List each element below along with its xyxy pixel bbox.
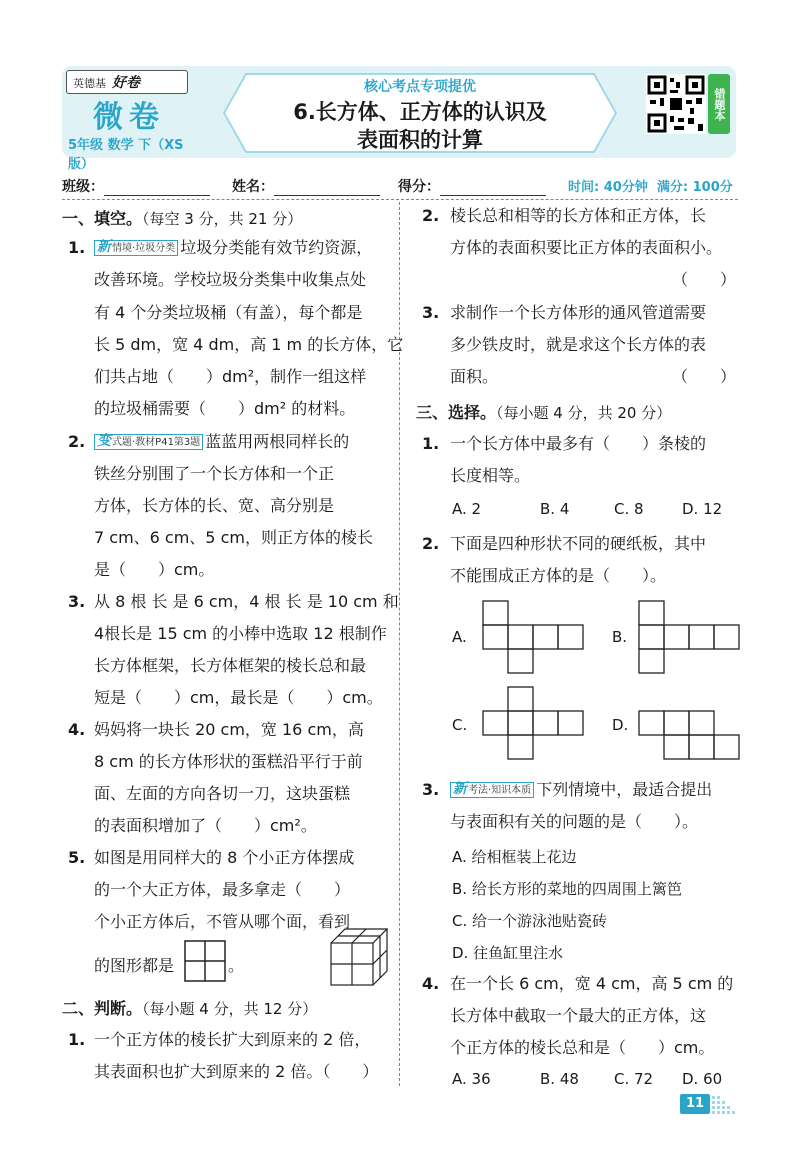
judge-q3-line-2: 多少铁皮时，就是求这个长方体的表	[450, 335, 707, 354]
net-c-label[interactable]: C.	[452, 716, 468, 734]
name-field[interactable]	[232, 176, 380, 196]
time-limit: 时间: 40分钟	[568, 180, 648, 195]
choice-q3-text-1: 下列情境中，最适合提出	[536, 780, 713, 799]
class-underline	[104, 181, 210, 196]
section-fill-note: （每空 3 分，共 21 分）	[142, 210, 303, 228]
fill-q1-line-1	[94, 238, 372, 258]
wrong-question-tag: 错题本	[708, 74, 730, 134]
choice-q3-option-b[interactable]: B. 给长方形的菜地的四周围上篱笆	[452, 880, 682, 898]
score-field[interactable]	[398, 176, 546, 196]
choice-q4-line-2: 长方体中截取一个最大的正方体，这	[450, 1006, 707, 1025]
tag-new-mark: 新	[97, 239, 111, 255]
tag-new-situation	[94, 240, 178, 256]
fill-q2-line-1	[94, 432, 349, 452]
choice-q1-option-b[interactable]: B. 4	[540, 500, 570, 518]
choice-q2-line-1: 下面是四种形状不同的硬纸板，其中	[450, 534, 707, 553]
fill-q3-line-4: 短是（ ）cm，最长是（ ）cm。	[94, 688, 383, 707]
choice-q2-number: 2.	[422, 534, 440, 553]
fill-q5-line-3: 个小正方体后，不管从哪个面，看到	[94, 912, 351, 931]
choice-q3-line-1	[450, 780, 712, 800]
tag-new-method	[450, 782, 534, 798]
subtitle: 核心考点专项提优	[364, 79, 476, 95]
choice-q4-option-b[interactable]: B. 48	[540, 1070, 579, 1088]
choice-q3-number: 3.	[422, 780, 440, 799]
net-d-figure[interactable]	[638, 710, 740, 762]
fill-q3-line-2: 4根长是 15 cm 的小棒中选取 12 根制作	[94, 624, 387, 643]
fill-q2-line-2: 铁丝分别围了一个长方体和一个正	[94, 464, 335, 483]
choice-q3-option-d[interactable]: D. 往鱼缸里注水	[452, 944, 564, 962]
net-c-figure[interactable]	[482, 686, 584, 762]
choice-q1-option-a[interactable]: A. 2	[452, 500, 482, 518]
qr-code[interactable]	[646, 74, 706, 134]
cube-figure	[330, 928, 388, 986]
page-title-line-1: 6.长方体、正方体的认识及	[293, 100, 547, 124]
fill-q5-end: 。	[228, 956, 245, 975]
fill-q1-line-3: 有 4 个分类垃圾桶（有盖），每个都是	[94, 303, 363, 322]
judge-q3-number: 3.	[422, 303, 440, 322]
name-underline	[274, 181, 380, 196]
tag-variant-text: 式题·教材P41第3题	[112, 437, 201, 448]
series-title: 微卷	[93, 100, 165, 135]
fill-q4-line-3: 面、左面的方向各切一刀，这块蛋糕	[94, 784, 351, 803]
section-choice-note: （每小题 4 分，共 20 分）	[496, 404, 672, 422]
judge-q2-number: 2.	[422, 206, 440, 225]
fill-q1-line-4: 长 5 dm，宽 4 dm，高 1 m 的长方体，它	[94, 335, 404, 354]
choice-q1-line-1: 一个长方体中最多有（ ）条棱的	[450, 434, 707, 453]
fill-q1-line-2: 改善环境。学校垃圾分类集中收集点处	[94, 270, 367, 289]
score-label: 得分：	[398, 179, 440, 195]
fill-q3-number: 3.	[68, 592, 86, 611]
fill-q5-line-4: 的图形都是	[94, 956, 175, 975]
brand-logo	[66, 70, 188, 94]
class-field[interactable]	[62, 176, 210, 196]
judge-q3-line-3: 面积。	[450, 367, 499, 386]
section-judge-note: （每小题 4 分，共 12 分）	[142, 1000, 318, 1018]
judge-q3-line-1: 求制作一个长方体形的通风管道需要	[450, 303, 707, 322]
fill-q5-number: 5.	[68, 848, 86, 867]
fill-q4-number: 4.	[68, 720, 86, 739]
tag-variant	[94, 434, 203, 450]
section-choice-heading: 三、选择。	[416, 403, 497, 422]
net-d-label[interactable]: D.	[612, 716, 629, 734]
tag-new-text: 情境·垃圾分类	[112, 243, 176, 254]
brand-name-2: 好卷	[112, 75, 140, 91]
judge-q1-line-1: 一个正方体的棱长扩大到原来的 2 倍，	[94, 1030, 371, 1049]
net-a-label[interactable]: A.	[452, 628, 467, 646]
fill-q1-line-6: 的垃圾桶需要（ ）dm² 的材料。	[94, 399, 356, 418]
fill-q4-line-4: 的表面积增加了（ ）cm²。	[94, 816, 317, 835]
fill-q2-text-1: 蓝蓝用两根同样长的	[205, 432, 350, 451]
fill-q4-line-2: 8 cm 的长方体形状的蛋糕沿平行于前	[94, 752, 363, 771]
tag-variant-mark: 变	[97, 433, 111, 449]
brand-name: 英德基	[73, 77, 106, 90]
score-underline	[440, 181, 546, 196]
section-choice-title	[416, 400, 671, 423]
net-b-figure[interactable]	[638, 600, 740, 676]
judge-q2-line-2: 方体的表面积要比正方体的表面积小。	[450, 238, 723, 257]
grade-label: 5年级 数学 下（XS版）	[68, 138, 184, 172]
fill-q2-line-3: 方体，长方体的长、宽、高分别是	[94, 496, 335, 515]
fill-q1-number: 1.	[68, 238, 86, 257]
fill-q2-line-5: 是（ ）cm。	[94, 560, 215, 579]
fill-q2-number: 2.	[68, 432, 86, 451]
time-info	[568, 176, 733, 195]
judge-q2-line-1: 棱长总和相等的长方体和正方体，长	[450, 206, 707, 225]
choice-q4-line-1: 在一个长 6 cm，宽 4 cm，高 5 cm 的	[450, 974, 734, 993]
choice-q3-line-2: 与表面积有关的问题的是（ ）。	[450, 812, 699, 831]
choice-q4-option-c[interactable]: C. 72	[614, 1070, 654, 1088]
header-divider	[62, 199, 738, 200]
choice-q4-number: 4.	[422, 974, 440, 993]
qr-code-icon	[646, 74, 706, 134]
page-number: 11	[680, 1094, 710, 1114]
choice-q4-option-d[interactable]: D. 60	[682, 1070, 723, 1088]
full-score: 满分: 100分	[656, 180, 733, 195]
fill-q5-line-2: 的一个大正方体，最多拿走（ ）	[94, 880, 351, 899]
judge-q3-paren: （ ）	[672, 367, 737, 386]
name-label: 姓名：	[232, 179, 274, 195]
choice-q3-option-c[interactable]: C. 给一个游泳池贴瓷砖	[452, 912, 608, 930]
page-title-line-2: 表面积的计算	[357, 128, 483, 152]
net-b-label[interactable]: B.	[612, 628, 628, 646]
section-judge-heading: 二、判断。	[62, 999, 143, 1018]
choice-q1-option-d[interactable]: D. 12	[682, 500, 723, 518]
tag-new-method-text: 考法·知识本质	[468, 785, 532, 796]
choice-q1-number: 1.	[422, 434, 440, 453]
net-a-figure[interactable]	[482, 600, 584, 676]
tag-new-method-mark: 新	[453, 781, 467, 797]
fill-q1-text-1: 垃圾分类能有效节约资源，	[180, 238, 373, 257]
choice-q2-line-2: 不能围成正方体的是（ ）。	[450, 566, 667, 585]
choice-q4-line-3: 个正方体的棱长总和是（ ）cm。	[450, 1038, 715, 1057]
choice-q3-option-a[interactable]: A. 给相框装上花边	[452, 848, 577, 866]
fill-q2-line-4: 7 cm、6 cm、5 cm，则正方体的棱长	[94, 528, 373, 547]
judge-q1-line-2: 其表面积也扩大到原来的 2 倍。（ ）	[94, 1062, 379, 1081]
fill-q5-line-1: 如图是用同样大的 8 个小正方体摆成	[94, 848, 355, 867]
page-dots-decoration	[712, 1096, 738, 1114]
section-judge-title	[62, 996, 317, 1019]
choice-q4-option-a[interactable]: A. 36	[452, 1070, 491, 1088]
fill-q4-line-1: 妈妈将一块长 20 cm，宽 16 cm，高	[94, 720, 364, 739]
fill-q3-line-3: 长方体框架，长方体框架的棱长总和最	[94, 656, 367, 675]
judge-q2-paren: （ ）	[672, 270, 737, 289]
choice-q1-line-2: 长度相等。	[450, 466, 531, 485]
judge-q1-number: 1.	[68, 1030, 86, 1049]
fill-q3-line-1: 从 8 根 长 是 6 cm，4 根 长 是 10 cm 和	[94, 592, 399, 611]
class-label: 班级：	[62, 179, 104, 195]
choice-q1-option-c[interactable]: C. 8	[614, 500, 644, 518]
section-fill-heading: 一、填空。	[62, 209, 143, 228]
section-fill-title	[62, 206, 302, 229]
fill-q1-line-5: 们共占地（ ）dm²，制作一组这样	[94, 367, 367, 386]
face-view-grid-figure	[184, 940, 226, 982]
